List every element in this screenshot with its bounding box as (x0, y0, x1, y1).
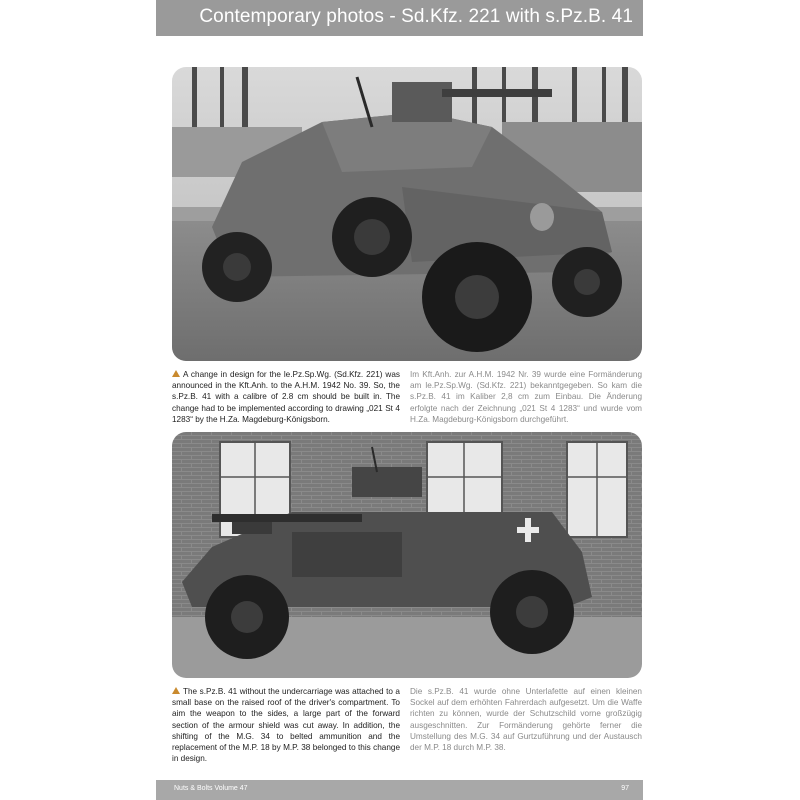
caption-1-german (410, 369, 642, 425)
caption-1-english (172, 369, 400, 425)
caption-2-german-text: Die s.Pz.B. 41 wurde ohne Unterlafette auf einen kleinen Sockel auf dem erhöhten Fahrerdach aufgesetzt. Um die Waffe richten zu können, wurde der Schutzschild vorne großzügig ausgeschnitten. Zur Formänderung gehörte ferner die Umstellung des M.G. 34 auf Gurtzuführung und der Austausch der M.P. 18 durch M.P. 38. (410, 687, 642, 753)
caption-1-german-text: Im Kft.Anh. zur A.H.M. 1942 Nr. 39 wurde eine Formänderung am le.Pz.Sp.Wg. (Sd.Kfz. 221) bekanntgegeben. So kam die s.Pz.B. 41 im Kaliber 2,8 cm zum Einbau. Die Änderung erfolgte nach der Zeichnung „021 St 4 1283“ und wurde vom H.Za. Magdeburg-Königsborn durchgeführt. (410, 370, 642, 424)
caption-2-english (172, 686, 400, 764)
photo-armored-car-side (172, 432, 642, 678)
page-footer (156, 780, 643, 800)
page-number: 97 (621, 785, 629, 792)
publication-name: Nuts & Bolts Volume 47 (174, 785, 248, 792)
caption-2-english-text: The s.Pz.B. 41 without the undercarriage was attached to a small base on the raised roof of the driver's compartment. To aim the weapon to the sides, a large part of the forward section of the armour shield was cut away. In addition, the shifting of the M.G. 34 to belted ammunition and the replacement of the M.P. 18 by M.P. 38 belonged to this change in design. (172, 687, 400, 764)
triangle-bullet-icon (172, 370, 180, 377)
triangle-bullet-icon (172, 687, 180, 694)
page-header (156, 0, 643, 36)
page-title: Contemporary photos - Sd.Kfz. 221 with s.Pz.B. 41 (199, 6, 633, 27)
caption-1-english-text: A change in design for the le.Pz.Sp.Wg. (Sd.Kfz. 221) was announced in the Kft.Anh. to the A.H.M. 1942 No. 39. So, the s.Pz.B. 41 with a calibre of 2.8 cm should be built in. The change had to be implemented according to drawing „021 St 4 1283“ by the H.Za. Magdeburg-Königsborn. (172, 370, 400, 424)
photo-armored-car-front (172, 67, 642, 361)
caption-2-german (410, 686, 642, 753)
